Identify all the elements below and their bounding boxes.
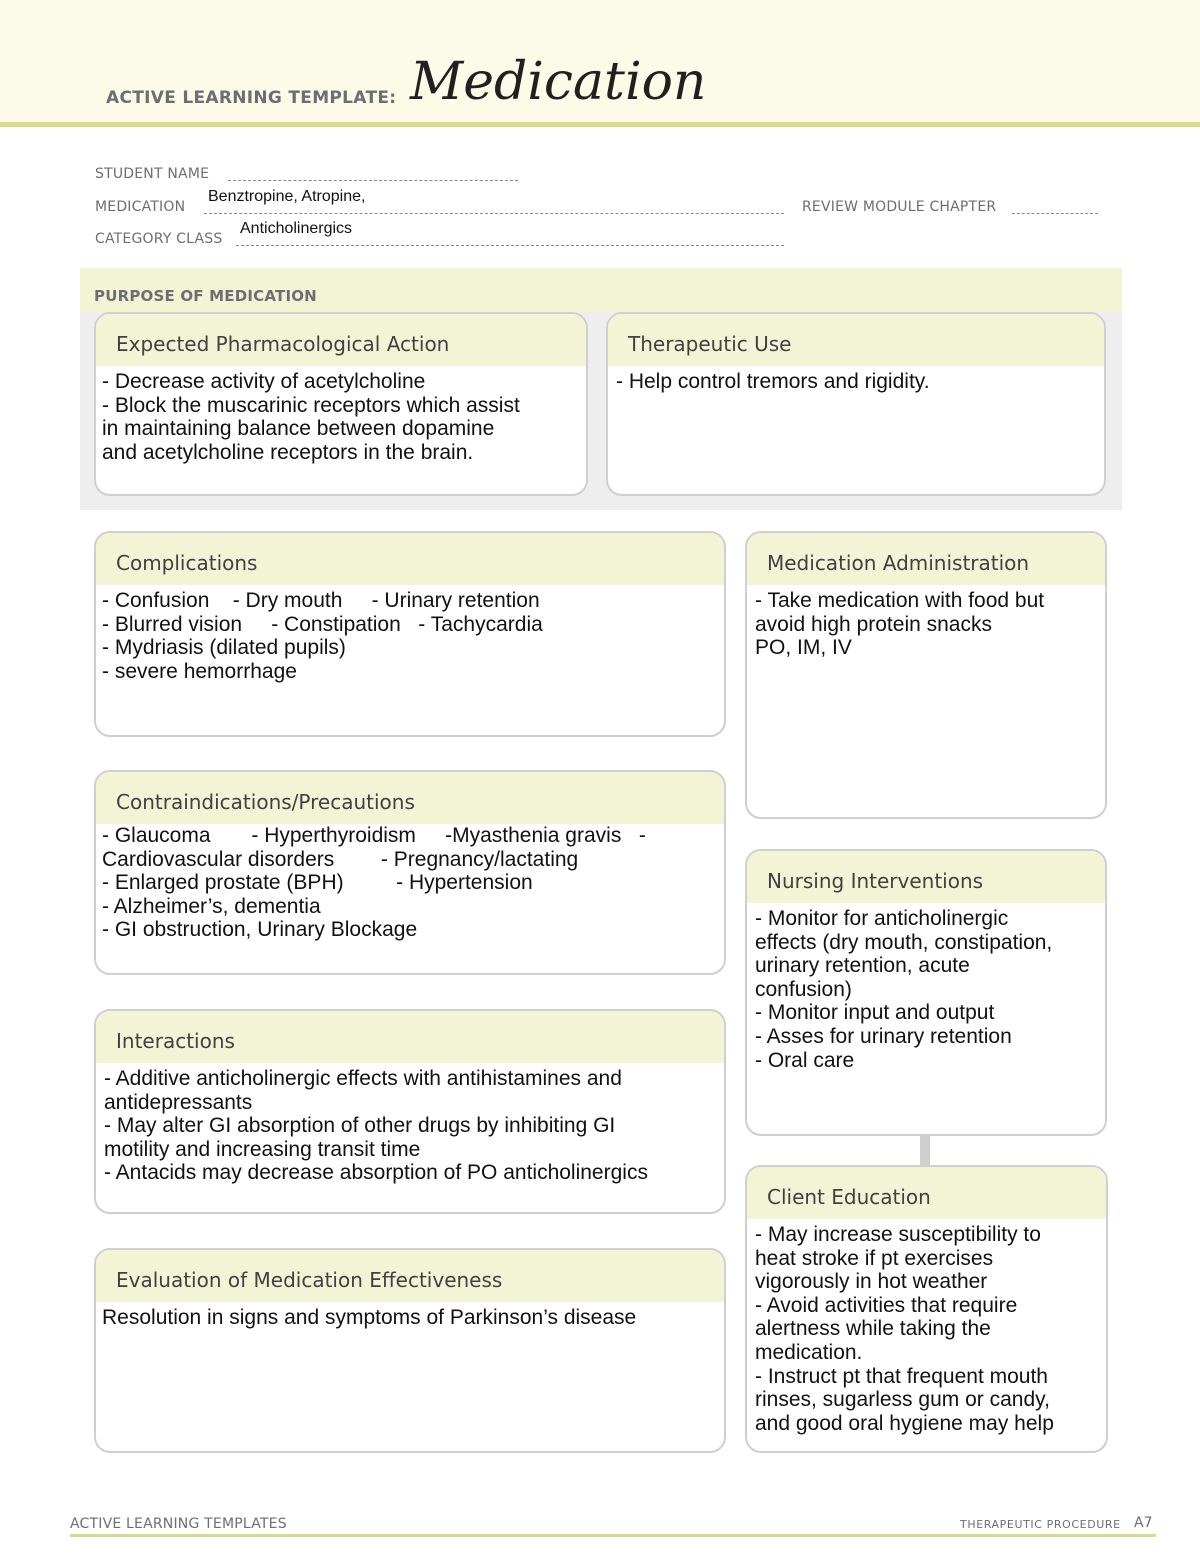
body-line: - Additive anticholinergic effects with antihistamines and — [104, 1067, 622, 1090]
body-line: - Monitor for anticholinergic — [755, 907, 1009, 930]
contraindications-box — [94, 770, 726, 975]
complications-body[interactable] — [96, 585, 724, 683]
body-line: - Oral care — [755, 1048, 855, 1072]
complications-box — [94, 531, 726, 737]
page-number: A7 — [1134, 1515, 1153, 1531]
footer-right: THERAPEUTIC PROCEDURE — [960, 1518, 1121, 1531]
body-line: and good oral hygiene may help — [755, 1411, 1054, 1435]
client-education-title: Client Education — [747, 1167, 1106, 1219]
interactions-body[interactable] — [96, 1063, 724, 1185]
page-title: Medication — [410, 52, 707, 112]
body-line: - May alter GI absorption of other drugs by inhibiting GI — [104, 1114, 616, 1138]
body-line: - Confusion - Dry mouth - Urinary retention — [102, 589, 540, 612]
body-line: PO, IM, IV — [755, 636, 852, 660]
body-line: avoid high protein snacks — [755, 612, 992, 636]
medication-value: Benztropine, Atropine, — [208, 188, 366, 205]
body-line: - Monitor input and output — [755, 1001, 995, 1025]
expected-action-title: Expected Pharmacological Action — [96, 314, 586, 366]
client-education-body[interactable] — [747, 1219, 1106, 1435]
interactions-box — [94, 1009, 726, 1214]
body-line: effects (dry mouth, constipation, — [755, 930, 1053, 954]
body-line: - Avoid activities that require — [755, 1293, 1018, 1317]
contraindications-body[interactable] — [96, 824, 724, 942]
nursing-interventions-title: Nursing Interventions — [747, 851, 1105, 903]
body-line: vigorously in hot weather — [755, 1270, 988, 1294]
medication-field[interactable] — [204, 213, 784, 214]
body-line: confusion) — [755, 977, 852, 1001]
category-class-label: CATEGORY CLASS — [95, 231, 223, 247]
body-line: motility and increasing transit time — [104, 1137, 421, 1161]
body-line: medication. — [755, 1340, 863, 1364]
category-class-value: Anticholinergics — [240, 220, 353, 237]
body-line: - Take medication with food but — [755, 589, 1045, 612]
body-line: alertness while taking the — [755, 1317, 991, 1341]
nursing-interventions-body[interactable] — [747, 903, 1105, 1072]
body-line: - Decrease activity of acetylcholine — [102, 370, 426, 393]
body-line: Resolution in signs and symptoms of Parkinson’s disease — [102, 1306, 637, 1329]
body-line: - May increase susceptibility to — [755, 1223, 1041, 1246]
expected-action-body[interactable] — [96, 366, 586, 464]
body-line: in maintaining balance between dopamine — [102, 417, 495, 441]
body-line: rinses, sugarless gum or candy, — [755, 1388, 1050, 1412]
body-line: heat stroke if pt exercises — [755, 1246, 994, 1270]
box-connector — [920, 1135, 930, 1165]
body-line: - Glaucoma - Hyperthyroidism -Myasthenia gravis - — [102, 824, 646, 847]
body-line: - Instruct pt that frequent mouth — [755, 1364, 1048, 1388]
evaluation-title: Evaluation of Medication Effectiveness — [96, 1250, 724, 1302]
purpose-label: PURPOSE OF MEDICATION — [94, 287, 317, 305]
evaluation-box — [94, 1248, 726, 1453]
contraindications-title: Contraindications/Precautions — [96, 772, 724, 824]
therapeutic-use-box — [606, 312, 1106, 496]
body-line: Cardiovascular disorders - Pregnancy/lactating — [102, 847, 579, 871]
footer-rule — [70, 1534, 1156, 1537]
student-name-label: STUDENT NAME — [95, 166, 210, 182]
medication-administration-body[interactable] — [747, 585, 1105, 660]
body-line: - Antacids may decrease absorption of PO anticholinergics — [104, 1161, 648, 1185]
therapeutic-use-body[interactable] — [608, 366, 1104, 394]
template-label: ACTIVE LEARNING TEMPLATE: — [106, 88, 397, 108]
medication-label: MEDICATION — [95, 199, 186, 215]
body-line: antidepressants — [104, 1090, 253, 1114]
body-line: - Mydriasis (dilated pupils) — [102, 636, 346, 660]
body-line: - Block the muscarinic receptors which assist — [102, 393, 520, 417]
complications-title: Complications — [96, 533, 724, 585]
review-module-label: REVIEW MODULE CHAPTER — [802, 199, 997, 215]
body-line: - Enlarged prostate (BPH) - Hypertension — [102, 871, 533, 895]
category-class-field[interactable] — [236, 245, 784, 246]
footer-left: ACTIVE LEARNING TEMPLATES — [70, 1516, 287, 1532]
nursing-interventions-box — [745, 849, 1107, 1136]
header-rule — [0, 122, 1200, 127]
evaluation-body[interactable] — [96, 1302, 724, 1330]
medication-administration-box — [745, 531, 1107, 819]
review-module-field[interactable] — [1012, 213, 1098, 214]
medication-administration-title: Medication Administration — [747, 533, 1105, 585]
body-line: - GI obstruction, Urinary Blockage — [102, 918, 418, 942]
body-line: urinary retention, acute — [755, 954, 970, 978]
body-line: - Alzheimer’s, dementia — [102, 894, 321, 918]
body-line: - Asses for urinary retention — [755, 1024, 1012, 1048]
body-line: - Blurred vision - Constipation - Tachycardia — [102, 612, 543, 636]
therapeutic-use-title: Therapeutic Use — [608, 314, 1104, 366]
expected-action-box — [94, 312, 588, 496]
client-education-box — [745, 1165, 1108, 1453]
interactions-title: Interactions — [96, 1011, 724, 1063]
body-line: - Help control tremors and rigidity. — [616, 370, 930, 393]
body-line: - severe hemorrhage — [102, 659, 297, 683]
student-name-field[interactable] — [228, 180, 518, 181]
body-line: and acetylcholine receptors in the brain. — [102, 440, 474, 464]
